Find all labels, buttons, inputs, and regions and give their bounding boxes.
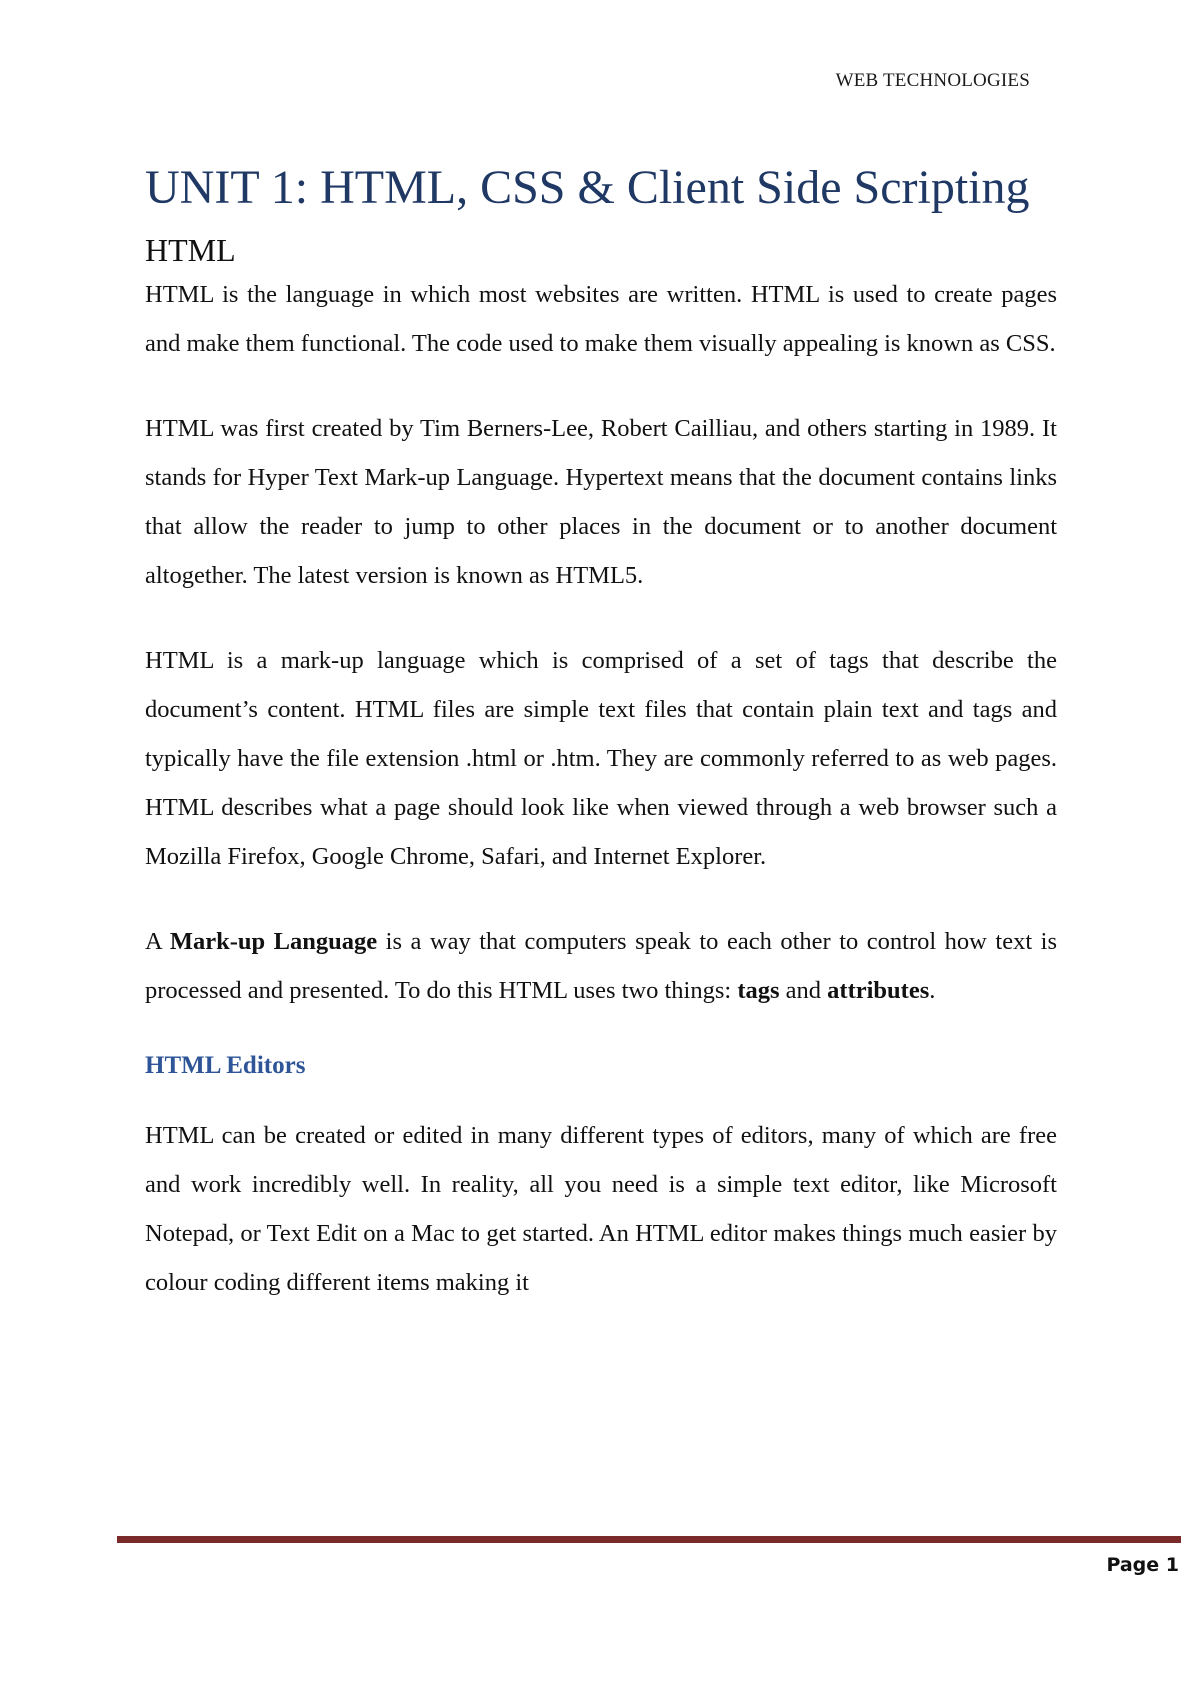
paragraph-history: HTML was first created by Tim Berners-Lee, Robert Cailliau, and others starting in 1989. It stands for Hyper Text Mark-up Language. Hypertext means that the document contains links that allow the reader to jump to other places in the document or to another document altogether. The latest version is known as HTML5.	[145, 415, 1057, 589]
text-run: .	[929, 977, 936, 1004]
term-markup-language: Mark-up Language	[169, 928, 378, 955]
text-run: and	[779, 977, 828, 1004]
paragraph-markup-language	[145, 917, 1057, 1015]
paragraph-intro: HTML is the language in which most websites are written. HTML is used to create pages and make them functional. The code used to make them visually appealing is known as CSS.	[145, 281, 1057, 357]
footer-rule	[117, 1536, 1181, 1543]
text-run: A	[145, 928, 170, 955]
subheading-html-editors: HTML Editors	[145, 1052, 306, 1079]
text-run: is a way that computers speak to each other to control how text is processed and presented. To do this HTML uses two things:	[145, 928, 1057, 1004]
term-tags: tags	[737, 977, 780, 1004]
paragraph-editors: HTML can be created or edited in many different types of editors, many of which are free and work incredibly well. In reality, all you need is a simple text editor, like Microsoft Notepad, or Text Edit on a Mac to get started. An HTML editor makes things much easier by colour coding different items making it	[145, 1122, 1057, 1296]
page-number: Page 1	[1106, 1554, 1179, 1576]
page-title: UNIT 1: HTML, CSS & Client Side Scripting	[145, 161, 1030, 214]
document-body	[145, 160, 1057, 1307]
section-heading-html: HTML	[145, 232, 236, 268]
paragraph-markup: HTML is a mark-up language which is comprised of a set of tags that describe the document’s content. HTML files are simple text files that contain plain text and tags and typically have the file extension .html or .htm. They are commonly referred to as web pages. HTML describes what a page should look like when viewed through a web browser such a Mozilla Firefox, Google Chrome, Safari, and Internet Explorer.	[145, 647, 1057, 870]
term-attributes: attributes	[827, 977, 930, 1004]
running-header: WEB TECHNOLOGIES	[835, 70, 1030, 91]
